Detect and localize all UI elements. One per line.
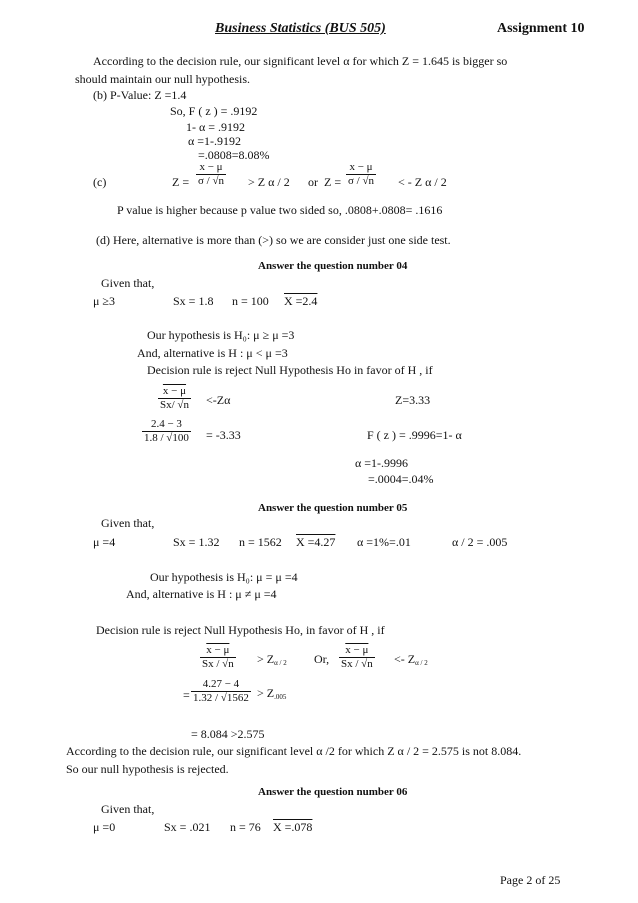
q04-n: n = 100 (232, 294, 269, 308)
q06-mu0: μ =0 (93, 820, 116, 834)
q06-n: n = 76 (230, 820, 261, 834)
part-d-line: (d) Here, alternative is more than (>) so we are consider just one side test. (96, 233, 451, 247)
q05-hypothesis: Our hypothesis is H₀: μ = μ =4 (150, 570, 298, 584)
q05-result: = 8.084 >2.575 (191, 727, 265, 741)
q04-xbar: X =2.4 (284, 294, 318, 308)
or-label-c: or (308, 175, 318, 189)
q05-fraction-2 (339, 644, 375, 671)
q04-hypothesis: Our hypothesis is H₀: μ ≥ μ =3 (147, 328, 295, 342)
q04-alpha-result: =.0004=.04% (368, 472, 434, 486)
q05-equals: = (183, 688, 190, 702)
so-fz-line: So, F ( z ) = .9192 (170, 104, 258, 118)
q05-fraction-1-subscript: α / 2 (274, 659, 287, 667)
q05-alternative: And, alternative is H : μ ≠ μ =4 (126, 587, 277, 601)
q05-fraction-3-denominator: 1.32 / √1562 (193, 692, 249, 704)
q05-fraction-1-rhs-text: > Z (257, 652, 275, 666)
q04-fraction-1 (158, 385, 191, 412)
z-fraction-1-denominator: σ / √n (198, 175, 225, 187)
intro-line-1: According to the decision rule, our significant level α for which Z = 1.645 is bigger so (93, 54, 508, 68)
z-fraction-1 (196, 161, 226, 188)
q05-fraction-1 (200, 644, 236, 671)
q05-fraction-1-denominator: Sx / √n (202, 658, 234, 670)
q05-xbar: X =4.27 (296, 535, 336, 549)
pvalue-note: P value is higher because p value two sided so, .0808+.0808= .1616 (117, 203, 443, 217)
z-gt-part: > Z α / 2 (248, 175, 290, 189)
q04-given: Given that, (101, 276, 155, 290)
q05-fraction-3-rhs-text: > Z (257, 686, 275, 700)
q05-conclusion-2: So our null hypothesis is rejected. (66, 762, 229, 776)
q04-heading: Answer the question number 04 (258, 260, 408, 272)
q04-fraction-2-rhs: = -3.33 (206, 428, 241, 442)
z-lt-part: < - Z α / 2 (398, 175, 447, 189)
q05-heading: Answer the question number 05 (258, 502, 408, 514)
q05-fraction-2-subscript: α / 2 (415, 659, 428, 667)
q06-sx: Sx = .021 (164, 820, 211, 834)
q05-fraction-1-numerator: x − μ (206, 644, 230, 656)
q05-alpha-half: α / 2 = .005 (452, 535, 508, 549)
one-minus-alpha-line: 1- α = .9192 (186, 120, 246, 134)
q05-fraction-2-rhs (394, 652, 428, 670)
q05-fraction-2-numerator: x − μ (345, 644, 369, 656)
q06-heading: Answer the question number 06 (258, 786, 408, 798)
q05-fraction-3-rhs (257, 686, 286, 704)
q05-fraction-3-subscript: .005 (274, 693, 287, 701)
q04-fraction-2 (142, 418, 191, 445)
z-fraction-2-numerator: x − μ (349, 161, 373, 173)
z-fraction-1-numerator: x − μ (199, 161, 223, 173)
q05-mu0: μ =4 (93, 535, 116, 549)
q05-fraction-3-numerator: 4.27 − 4 (202, 678, 240, 690)
q06-xbar: X =.078 (273, 820, 313, 834)
alpha-result-line: =.0808=8.08% (198, 148, 270, 162)
q04-sx: Sx = 1.8 (173, 294, 214, 308)
z-equals-2: Z = (324, 175, 342, 189)
q04-fraction-1-numerator: x − μ (162, 385, 187, 397)
q05-sx: Sx = 1.32 (173, 535, 220, 549)
q04-alpha-eq: α =1-.9996 (355, 456, 409, 470)
assignment-label: Assignment 10 (497, 21, 585, 36)
pvalue-line: (b) P-Value: Z =1.4 (93, 88, 187, 102)
q05-or-label: Or, (314, 652, 330, 666)
q04-z-value: Z=3.33 (395, 393, 431, 407)
q05-conclusion-1: According to the decision rule, our significant level α /2 for which Z α / 2 = 2.575 is not 8.084. (66, 744, 522, 758)
q05-n: n = 1562 (239, 535, 282, 549)
q04-decision-rule: Decision rule is reject Null Hypothesis Ho in favor of H , if (147, 363, 433, 377)
q04-mu0: μ ≥3 (93, 294, 116, 308)
q04-fz: F ( z ) = .9996=1- α (367, 428, 462, 442)
z-fraction-2 (346, 161, 376, 188)
q05-given: Given that, (101, 516, 155, 530)
z-fraction-2-denominator: σ / √n (348, 175, 375, 187)
part-c-label: (c) (93, 175, 107, 189)
q04-alternative: And, alternative is H : μ < μ =3 (137, 346, 288, 360)
q04-fraction-2-numerator: 2.4 − 3 (150, 418, 182, 430)
course-title: Business Statistics (BUS 505) (215, 21, 386, 36)
q05-fraction-2-denominator: Sx / √n (341, 658, 373, 670)
q06-given: Given that, (101, 802, 155, 816)
q05-alpha: α =1%=.01 (357, 535, 411, 549)
q04-fraction-2-denominator: 1.8 / √100 (144, 432, 189, 444)
q04-fraction-1-denominator: Sx/ √n (160, 399, 189, 411)
q05-fraction-1-rhs (257, 652, 287, 670)
q05-fraction-3 (191, 678, 251, 705)
z-equals-1: Z = (172, 175, 190, 189)
alpha-eq-line: α =1-.9192 (188, 134, 242, 148)
q04-fraction-1-rhs: <-Zα (206, 393, 231, 407)
q05-decision-rule: Decision rule is reject Null Hypothesis Ho, in favor of H , if (96, 623, 385, 637)
intro-line-2: should maintain our null hypothesis. (75, 72, 250, 86)
q05-fraction-2-rhs-text: <- Z (394, 652, 416, 666)
page-number: Page 2 of 25 (500, 873, 561, 887)
